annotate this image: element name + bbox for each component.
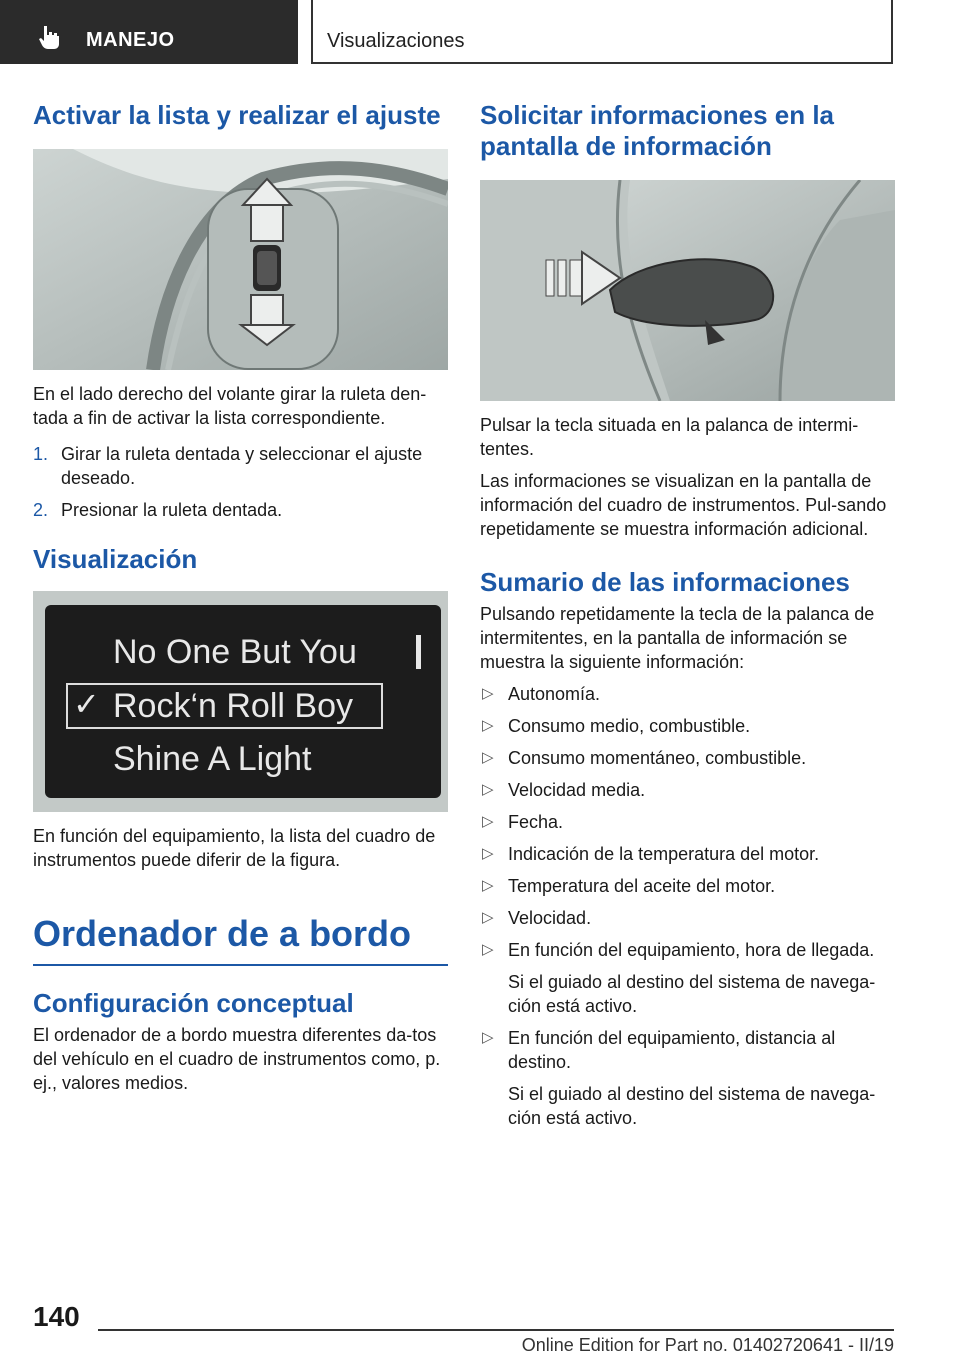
list-item-text: Temperatura del aceite del motor.: [508, 876, 776, 896]
step-text: Presionar la ruleta dentada.: [61, 500, 283, 520]
chapter-rule: [33, 964, 448, 966]
list-item-text: Fecha.: [508, 812, 564, 832]
step-text: Girar la ruleta dentada y seleccionar el ajuste deseado.: [61, 444, 423, 488]
list-item-text: Autonomía.: [508, 684, 601, 704]
triangle-bullet-icon: ▷: [482, 813, 494, 830]
topic-header: [311, 0, 893, 64]
section-title: MANEJO: [86, 29, 175, 51]
paragraph-info-shown: Las informaciones se visualizan en la pantalla de información del cuadro de instrumentos. Pul-sando repetidamente se muestra información adicional.: [480, 471, 887, 539]
paragraph-press-key: Pulsar la tecla situada en la palanca de intermi-tentes.: [480, 415, 859, 459]
list-item-subtext: Si el guiado al destino del sistema de navega-ción está activo.: [508, 1084, 876, 1128]
edition-note: Online Edition for Part no. 01402720641 - II/19: [521, 1335, 894, 1355]
triangle-bullet-icon: ▷: [482, 717, 494, 734]
instrument-display-figure: [33, 591, 448, 812]
display-scrollbar: [416, 635, 421, 669]
step-number: 2.: [33, 500, 49, 520]
triangle-bullet-icon: ▷: [482, 1029, 494, 1046]
left-column: [33, 100, 448, 1095]
footer-rule: [98, 1329, 894, 1331]
list-item-text: Velocidad media.: [508, 780, 646, 800]
heading-concept: Configuración conceptual: [33, 988, 354, 1018]
list-item-text: En función del equipamiento, distancia al destino.: [508, 1028, 836, 1072]
triangle-bullet-icon: ▷: [482, 685, 494, 702]
turn-signal-lever-figure: [480, 180, 895, 401]
list-item-text: Velocidad.: [508, 908, 592, 928]
list-item: [480, 906, 895, 930]
list-item: [480, 746, 895, 770]
paragraph-display-note: En función del equipamiento, la lista del cuadro de instrumentos puede diferir de la figura.: [33, 826, 436, 870]
list-item: [33, 498, 448, 522]
display-item: No One But You: [113, 633, 357, 671]
list-item: [480, 938, 895, 1018]
paragraph-summary: Pulsando repetidamente la tecla de la palanca de intermitentes, en la pantalla de información se muestra la siguiente información:: [480, 604, 875, 672]
display-item: Rock‘n Roll Boy: [113, 687, 353, 725]
steps-list: [33, 442, 448, 522]
list-item: [480, 874, 895, 898]
info-list: [480, 682, 895, 1130]
heading-summary: Sumario de las informaciones: [480, 567, 850, 597]
list-item-subtext: Si el guiado al destino del sistema de navega-ción está activo.: [508, 972, 876, 1016]
heading-display: Visualización: [33, 544, 198, 574]
triangle-bullet-icon: ▷: [482, 877, 494, 894]
step-number: 1.: [33, 444, 49, 464]
list-item: [480, 682, 895, 706]
steering-wheel-figure: [33, 149, 448, 370]
list-item: [480, 778, 895, 802]
hand-pointer-icon: [38, 24, 64, 50]
list-item: [480, 1026, 895, 1130]
triangle-bullet-icon: ▷: [482, 781, 494, 798]
paragraph-activate: En el lado derecho del volante girar la ruleta den-tada a fin de activar la lista correspondiente.: [33, 384, 427, 428]
list-item: [480, 810, 895, 834]
list-item: [33, 442, 448, 490]
list-item: [480, 714, 895, 738]
list-item-text: En función del equipamiento, hora de llegada.: [508, 940, 875, 960]
right-column: [480, 100, 895, 1130]
list-item-text: Consumo momentáneo, combustible.: [508, 748, 807, 768]
topic-title: Visualizaciones: [327, 30, 465, 52]
triangle-bullet-icon: ▷: [482, 909, 494, 926]
list-item-text: Consumo medio, combustible.: [508, 716, 751, 736]
heading-request-info: Solicitar informaciones en la pantalla de información: [480, 100, 834, 161]
chapter-title: Ordenador de a bordo: [33, 913, 412, 954]
section-tab: [0, 0, 298, 64]
heading-activate-list: Activar la lista y realizar el ajuste: [33, 100, 441, 130]
list-item: [480, 842, 895, 866]
triangle-bullet-icon: ▷: [482, 749, 494, 766]
page-number: 140: [33, 1301, 80, 1332]
paragraph-concept: El ordenador de a bordo muestra diferentes da-tos del vehículo en el cuadro de instrumentos como, p. ej., valores medios.: [33, 1025, 441, 1093]
display-item: Shine A Light: [113, 740, 312, 778]
check-icon: ✓: [73, 686, 100, 722]
list-item-text: Indicación de la temperatura del motor.: [508, 844, 820, 864]
triangle-bullet-icon: ▷: [482, 845, 494, 862]
triangle-bullet-icon: ▷: [482, 941, 494, 958]
